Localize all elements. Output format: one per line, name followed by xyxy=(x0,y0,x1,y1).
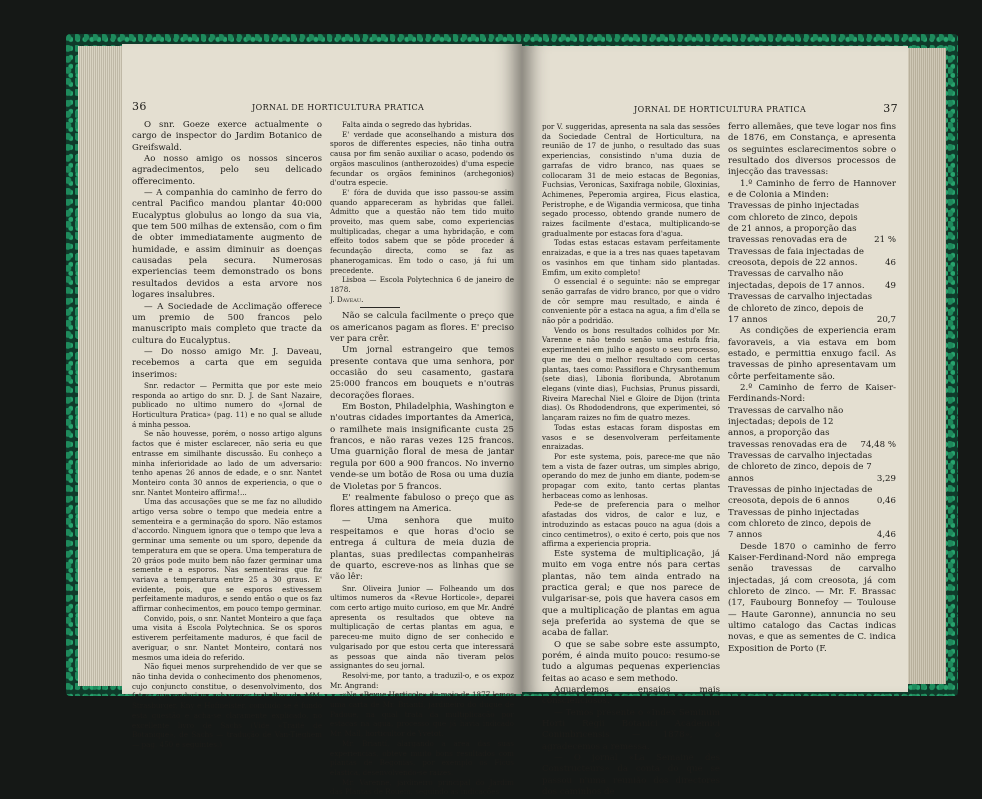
paragraph: Resolvi-me, por tanto, a traduzil-o, e os expoz Mr. Angrand: xyxy=(330,670,514,690)
row-value: 4,46 xyxy=(876,530,896,541)
row-value: 0,46 xyxy=(876,496,896,507)
page-edges-left xyxy=(78,46,126,686)
paragraph: — Temos presente o «Index Seminum Horti Regii Botanici Academici Conimbricensis — 1878», o agradecemos a remessa. xyxy=(542,707,720,752)
data-row xyxy=(728,451,896,485)
paragraph: Desde 1870 o caminho de ferro Kaiser-Ferdinand-Nord não emprega senão travessas de carvalho injectadas, já com creosota, já com chloreto de zinco. — Mr. F. Brassac (17, Faubourg Bonnefoy — Toulouse — Haute Garonne), annuncia no seu ultimo catalogo das Cactas indicas novas, e que as sementes de C. indica Exposition de Porto (F. xyxy=(728,541,896,654)
paragraph: Um jornal estrangeiro que temos presente contava que uma senhora, por occasião do seu casamento, gastara 25:000 francos em bouquets e n'outras decorações floraes. xyxy=(330,345,514,401)
right-page-number: 37 xyxy=(883,102,898,115)
row-value: 21 % xyxy=(874,235,896,246)
row-label: Travessas de carvalho injectadas de chloreto de zinco, depois de 17 annos xyxy=(728,292,872,325)
paragraph: Não se calcula facilmente o preço que os americanos pagam as flores. E' preciso ver para crêr. xyxy=(330,311,514,345)
paragraph: Uma das accusações que se me faz no alludido artigo versa sobre o tempo que medeia entre a sementeira e a germinação do sporo. Não estamos d'accordo. Ninguem ignora que o tempo que leva a germinar uma semente ou um sporo, depende da temperatura em que se opera. Uma temperatura de 20 gráos pode muito bem não fazer germinar uma semente e a esporos. Nas sementeiras que fiz variava a temperatura entre 25 a 30 graus. E' evidente, pois, que se esporos estivessem perfeitamente maduros, e sendo então o que os faz affirmar conhecimentos, em pouco tempo germinar. xyxy=(132,497,322,614)
paragraph: Não fiquei menos surprehendido de ver que se não tinha devida o conhecimento dos phenomenos, cujo conjuncto constitue, o desenvolvimento, dos fetos, que poderiam achar nos trabalhos de MM. Strasburger, Kny e Hofmeister, comtudo se é fundo esta questão e acha-se claramente explicado, no excellente livro de Sachs (Vide «Traité de Botanique», de Sachs — tradução de Van-Tieghem — pag. 450 e seguintes.) xyxy=(132,662,322,749)
paragraph: E' realmente fabuloso o preço que as flores attingem na America. xyxy=(330,492,514,515)
row-label: Travessas de pinho injectadas de creosota, depois de 6 annos xyxy=(728,485,873,507)
divider xyxy=(360,307,400,308)
right-running-title: JORNAL DE HORTICULTURA PRATICA xyxy=(634,105,807,114)
row-label: Travessas de faia injectadas de creosota, depois de 22 annos. xyxy=(728,246,864,269)
section-title: 2.º Caminho de ferro de Kaiser-Ferdinands-Nord: xyxy=(728,382,896,405)
row-value: 3,29 xyxy=(876,473,896,484)
row-label: Travessas de pinho injectadas com chloreto de zinco, depois de 21 annos, a proporção das travessas renovadas era de xyxy=(728,201,859,246)
left-running-title: JORNAL DE HORTICULTURA PRATICA xyxy=(252,103,425,112)
right-page-header xyxy=(542,104,898,116)
paragraph: As condições de experiencia eram favoraveis, a via estava em bom estado, e permittia enxugo facil. As travessas de pinho apresentavam um côrte perfeitamente são. xyxy=(728,326,896,382)
row-label: Travessas de carvalho injectadas de chloreto de zinco, depois de 7 annos xyxy=(728,450,872,484)
paragraph: Lisboa — Escola Polytechnica 6 de janeiro de 1878. xyxy=(330,275,514,294)
paragraph: Aguardemos ensaios mais conscienciosos. xyxy=(542,685,720,707)
data-row xyxy=(728,508,896,542)
row-value: 20,7 xyxy=(876,314,896,325)
paragraph: Snr. Oliveira Junior — Folheando um dos ultimos numeros da «Revue Horticole», deparei com certo artigo muito curioso, em que Mr. André apresenta os resultados que obteve na multiplicação de certas plantas em agua, e pareceu-me muito digno de ser conhecido e vulgarisado por que estou certa que interessará as pessoas que ainda não tiveram pelos assignantes do seu jornal. xyxy=(330,583,514,671)
paragraph: — A companhia do caminho de ferro do central Pacifico mandou plantar 40:000 Eucalyptus globulus ao longo da sua via, que tem 500 milhas de extensão, com o fim de obter immediatamente augmento de humidade, e assim diminuir as doenças causadas pela secura. Numerosas experiencias teem demonstrado os bons resultados devidos a esta arvore nos logares insalubres. xyxy=(132,188,322,301)
signature: J. Daveau. xyxy=(330,294,364,304)
paragraph: Mr. Briantí, alargando a area das suas experiencias, obteve muito bons resultados com plantas de Begonias, por exemplo os Ficus elastica, desenvolvendo-se raizes. xyxy=(330,738,514,777)
row-value: 74,48 % xyxy=(860,439,896,450)
paragraph: — Uma senhora que muito respeitamos e que horas d'ocio se entrega á cultura de meia duzia de plantas, suas predilectas companheiras de quarto, escreve-nos as linhas que se vão lêr: xyxy=(330,515,514,583)
paragraph: por V. suggeridas, apresenta na sala das sessões da Sociedade Central de Horticultura, na reunião de 17 de junho, o resultado das suas experiencias, consistindo n'uma duzia de garrafas de vidro branco, nas quaes se collocaram 31 de meio estacas de Begonias, Fuchsias, Veronicas, Saxifraga nobile, Gloxinias, Achimenes, Peperomia argirea, Ficus elastica, Peristrophe, e de Wigandia vermicosa, que tinha segado processo, obtendo grande numero de raizes facilmente d'estaca, multiplicando-se gradualmente por estacas fora d'agua. xyxy=(542,122,720,238)
paragraph: Se não houvesse, porém, o nosso artigo alguns factos que é mister esclarecer, não seria eu que entrasse em similhante discussão. Eu conheço a minha inferioridade ao lado de um adversario: tenho apenas 26 annos de edade, e o snr. Nantet Monteiro conta 30 annos de experiencia, o que o snr. Nantet Monteiro affirma!... xyxy=(132,429,322,497)
row-value: 46 xyxy=(885,258,896,269)
right-page xyxy=(522,46,908,798)
paragraph: Este systema de multiplicação, já muito em voga entre nós para certas plantas, não tem ainda entrado na practica geral; e que nos parece de vulgarisar-se, pois que havera casos em que a multiplicação de plantas em agua seja preferida ao systema de que se acaba de fallar. xyxy=(542,548,720,639)
left-page xyxy=(122,44,522,797)
paragraph: E' verdade que aconselhando a mistura dos sporos de differentes especies, não tinha outra causa por fim senão auxiliar o acaso, podendo os orgãos masculinos (antherozoides) d'uma especie fecundar os orgãos femininos (archegonios) d'outra especie. xyxy=(330,129,514,188)
paragraph: Pede-se de preferencia para o melhor afastadas dos vidros, de calor e luz, e introduzindo as estacas pouco na agua (dois a cinco centimetros), o exito é certo, pois que nos affirma a experiencia propria. xyxy=(542,500,720,549)
data-row xyxy=(728,292,896,326)
paragraph: Em Boston, Philadelphia, Washington e n'outras cidades importantes da America, o ramilhete mais insignificante custa 25 francos, e não raras vezes 125 francos. Uma guarnição floral de mesa de jantar regula por 600 a 900 francos. No inverno vende-se um botão de Rosa ou uma duzia de Violetas por 5 francos. xyxy=(330,402,514,492)
paragraph: ferro allemães, que teve logar nos fins de 1876, em Constança, e apresenta os seguintes esclarecimentos sobre o resultado dos diversos processos de injecção das travessas: xyxy=(728,122,896,178)
data-row xyxy=(728,406,896,451)
row-label: Travessas de pinho injectadas com chloreto de zinco, depois de 7 annos xyxy=(728,507,872,541)
left-page-header xyxy=(132,102,512,114)
paragraph: Falta ainda o segredo das hybridas. xyxy=(342,120,472,129)
paragraph: Ao nosso amigo os nossos sinceros agradecimentos, pelo seu delicado offerecimento. xyxy=(132,154,322,187)
left-column-2 xyxy=(330,120,514,797)
right-column-1 xyxy=(542,122,720,798)
data-row xyxy=(728,269,896,292)
paragraph: Convido, pois, o snr. Nantet Monteiro a que faça uma visita á Escola Polytechnica. Se os sporos estiverem perfeitamente maduros, é que facil de averiguar, o snr. Nantet Monteiro, contará nos mesmos uma ideia do referido. xyxy=(132,613,322,662)
paragraph: E' fóra de duvida que isso passou-se assim quando appareceram as hybridas que fallei. Admitto que a questão não tem tido muito proveito, mas quem sabe, como experiencias multiplicadas, chegar a uma hybridação, e com effeito todos sabem que se pôde proceder á fecundação directa, como se faz as phanerogamicas. Em todo o caso, já fui um precedente. xyxy=(330,187,514,275)
left-column-1 xyxy=(132,120,322,749)
section-title: 1.º Caminho de ferro de Hannover e de Colonia a Minden: xyxy=(728,178,896,201)
paragraph: «Na «Revue Horticole» de maio de 1877 lemos uma carta de Mr. Briantí, jardineiro do duque de Padoue, na qual trata da multiplicação por estacas na agua, processo que já havia indicado Mr. Maîl, horticultor de Yvetot. xyxy=(330,690,514,739)
paragraph: Todas estas estacas estavam perfeitamente enraizadas, e que ia a tres nas quaes tapetavam os vasinhos em que tinham sido plantadas. Emfim, um exito completo! xyxy=(542,238,720,277)
paragraph: — O jornal «La Semaine des Constructeurs» da conta do que se passou n'uma reunião dos directores dos caminhos de xyxy=(542,753,720,798)
row-label: Travessas de carvalho não injectadas; depois de 12 annos, a proporção das travessas renovadas era de xyxy=(728,405,847,450)
paragraph: O snr. Goeze exerce actualmente o cargo de inspector do Jardim Botanico de Greifswald. xyxy=(132,120,322,153)
paragraph: Snr. redactor — Permitta que por este meio responda ao artigo do snr. D. J. de Sant Nazaire, publicado no ultimo numero do «Jornal de Horticultura Pratica» (pag. 11) e no qual se allude á minha pessoa. xyxy=(132,380,322,429)
paragraph: O que se sabe sobre este assumpto, porém, é ainda muito pouco: resumo-se tudo a algumas pequenas experiencias feitas ao acaso e sem methodo. xyxy=(542,639,720,684)
paragraph: Mr. Varenne, jardineiro principal do Jardim das Plantas de Rouem, seguindo as indicações xyxy=(330,777,514,797)
row-value: 49 xyxy=(885,280,896,291)
row-label: Travessas de carvalho não injectadas, depois de 17 annos. xyxy=(728,269,865,291)
left-page-number: 36 xyxy=(132,100,147,113)
paragraph: — A Sociedade de Acclimação offerece um premio de 500 francos pelo manuscripto mais completo que tracte da cultura do Eucalyptus. xyxy=(132,301,322,346)
paragraph: — Do nosso amigo Mr. J. Daveau, recebemos a carta que em seguida inserimos: xyxy=(132,346,322,380)
data-row xyxy=(728,247,896,270)
paragraph: Todas estas estacas foram dispostas em vasos e se desenvolveram perfeitamente enraizadas. xyxy=(542,422,720,452)
paragraph: Por este systema, pois, parece-me que não tem a vista de fazer outras, um simples abrigo, operando do mez de junho em diante, podem-se propagar com exito, tanto certas plantas herbaceas como as lenhosas. xyxy=(542,451,720,500)
data-row xyxy=(728,201,896,246)
paragraph: O essencial é o seguinte: não se empregar senão garrafas de vidro branco, por que o vidro de côr sempre mau resultado, e ainda é conveniente pôr a estaca na agua, a fim d'ella se não pôr a podridão. xyxy=(542,277,720,326)
paragraph: Vendo os bons resultados colhidos por Mr. Varenne e não tendo senão uma estufa fria, experimentei em julho e agosto o seu processo, que me deu o melhor resultado com certas plantas, taes como: Passiflora e Chrysanthemum (sete dias), Libonia floribunda, Abrotanum elegans (vinte dias), Fuchsias, Prunus pissardi, Riveira Marechal Niel e Gloire de Dijon (trinta dias). Os Rhododendrons, que experimentei, só lançaram raizes no fim de quatro mezes. xyxy=(542,325,720,423)
data-row xyxy=(728,485,896,508)
right-column-2 xyxy=(728,122,896,690)
